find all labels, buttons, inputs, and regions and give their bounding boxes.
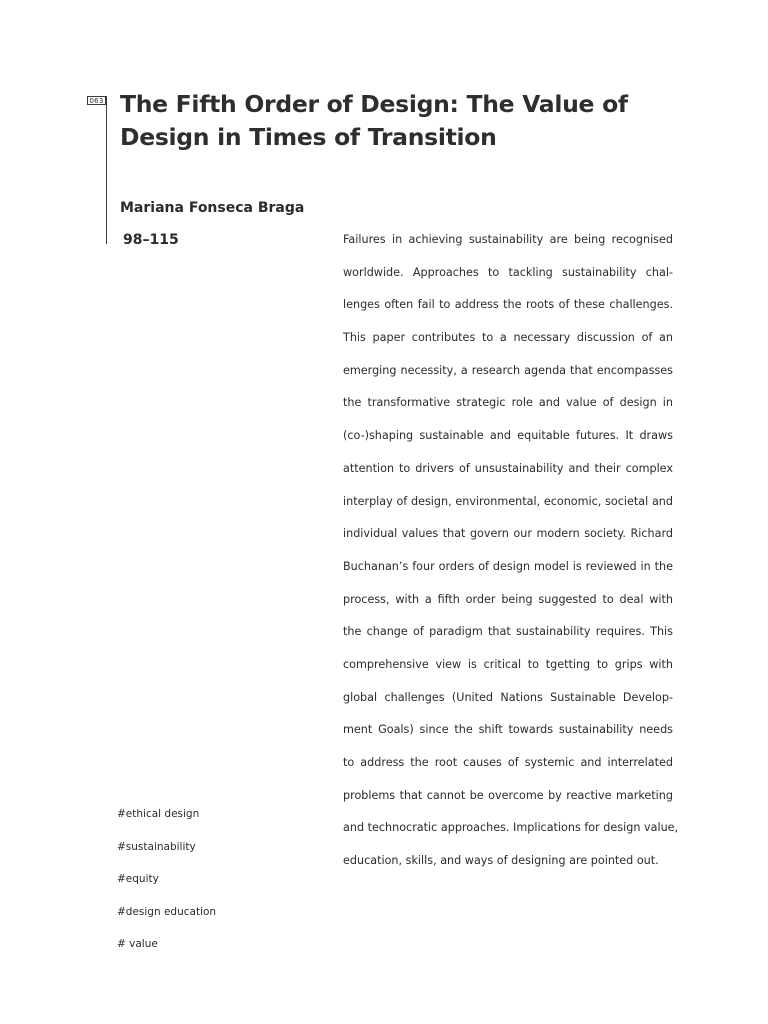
abstract-line: (co-)shaping sustainable and equitable futures. It draws [343,429,673,443]
vertical-rule [106,96,107,244]
keyword-tag: #design education [117,905,217,918]
abstract-line: to address the root causes of systemic and interrelated [343,756,673,769]
abstract-line: Buchanan’s four orders of design model is reviewed in the [343,559,673,573]
abstract-line: problems that cannot be overcome by reactive marketing [343,788,673,802]
keyword-list [117,801,317,964]
author-name: Mariana Fonseca Braga [120,200,305,216]
abstract-line: attention to drivers of unsustainability and their complex [343,461,673,475]
abstract [343,224,679,878]
keyword-tag: #ethical design [117,808,200,820]
title-line: Design in Times of Transition [120,123,497,151]
abstract-line: comprehensive view is critical to tgetting to grips with [343,657,673,671]
title-line: The Fifth Order of Design: The Value of [120,90,628,118]
abstract-line: lenges often fail to address the roots of these challenges. [343,298,673,312]
abstract-line: worldwide. Approaches to tackling sustainability chal- [343,265,673,279]
abstract-line: Failures in achieving sustainability are being recognised [343,233,673,246]
keyword-tag: #equity [117,873,159,886]
abstract-line: individual values that govern our modern society. Richard [343,527,673,541]
paper-title [120,88,700,154]
abstract-line: emerging necessity, a research agenda that encompasses [343,363,673,377]
keyword-tag: #sustainability [117,840,196,853]
abstract-line: the transformative strategic role and value of design in [343,396,673,410]
page-range: 98–115 [123,232,179,248]
abstract-line: and technocratic approaches. Implications for design value, [343,821,679,835]
keyword-tag: # value [117,938,158,951]
abstract-line: the change of paradigm that sustainability requires. This [343,625,673,639]
abstract-line: process, with a fifth order being suggested to deal with [343,592,673,606]
abstract-line: education, skills, and ways of designing are pointed out. [343,854,659,868]
abstract-line: interplay of design, environmental, economic, societal and [343,494,673,508]
abstract-line: global challenges (United Nations Sustainable Develop- [343,690,673,704]
page-number-box: 063 [87,96,106,105]
abstract-line: This paper contributes to a necessary discussion of an [343,331,673,345]
abstract-line: ment Goals) since the shift towards sustainability needs [343,723,673,737]
